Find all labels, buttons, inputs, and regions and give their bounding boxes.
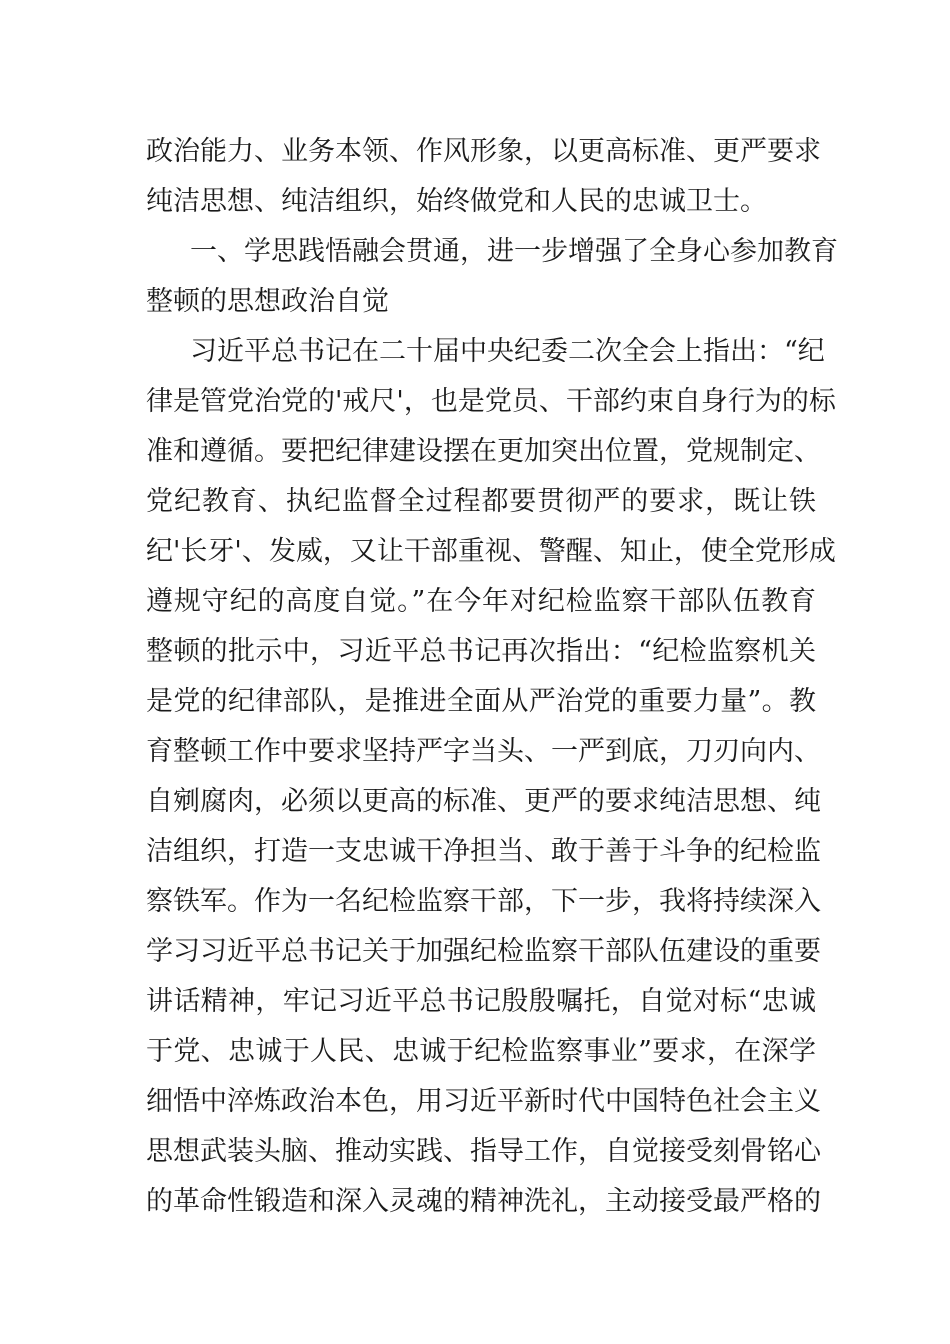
- text-line: 律是管党治党的'戒尺'，也是党员、干部约束自身行为的标: [146, 386, 836, 417]
- text-line: 党纪教育、执纪监督全过程都要贯彻严的要求，既让铁: [146, 486, 816, 517]
- paragraph-start: 习近平总书记在二十届中央纪委二次全会上指出：“纪: [190, 336, 825, 367]
- text-line: 洁组织，打造一支忠诚干净担当、敢于善于斗争的纪检监: [146, 836, 821, 867]
- text-line: 于党、忠诚于人民、忠诚于纪检监察事业”要求，在深学: [146, 1036, 816, 1067]
- text-line: 整顿的批示中，习近平总书记再次指出：“纪检监察机关: [146, 636, 816, 667]
- text-line: 准和遵循。要把纪律建设摆在更加突出位置，党规制定、: [146, 436, 821, 467]
- text-line: 政治能力、业务本领、作风形象，以更高标准、更严要求: [146, 136, 821, 167]
- text-line: 察铁军。作为一名纪检监察干部，下一步，我将持续深入: [146, 886, 821, 917]
- section-heading: 一、学思践悟融会贯通，进一步增强了全身心参加教育: [190, 236, 838, 267]
- text-line: 纯洁思想、纯洁组织，始终做党和人民的忠诚卫士。: [146, 186, 767, 217]
- text-line: 思想武装头脑、推动实践、指导工作，自觉接受刻骨铭心: [146, 1136, 821, 1167]
- text-line: 的革命性锻造和深入灵魂的精神洗礼，主动接受最严格的: [146, 1186, 821, 1217]
- text-line: 是党的纪律部队，是推进全面从严治党的重要力量”。教: [146, 686, 816, 717]
- text-line: 学习习近平总书记关于加强纪检监察干部队伍建设的重要: [146, 936, 821, 967]
- text-line: 育整顿工作中要求坚持严字当头、一严到底，刀刃向内、: [146, 736, 821, 767]
- section-heading-continued: 整顿的思想政治自觉: [146, 286, 389, 317]
- text-line: 纪'长牙'、发威，又让干部重视、警醒、知止，使全党形成: [146, 536, 836, 567]
- text-line: 遵规守纪的高度自觉。”在今年对纪检监察干部队伍教育: [146, 586, 816, 617]
- text-line: 讲话精神，牢记习近平总书记殷殷嘱托，自觉对标“忠诚: [146, 986, 816, 1017]
- text-line: 细悟中淬炼政治本色，用习近平新时代中国特色社会主义: [146, 1086, 821, 1117]
- text-line: 自剜腐肉，必须以更高的标准、更严的要求纯洁思想、纯: [146, 786, 821, 817]
